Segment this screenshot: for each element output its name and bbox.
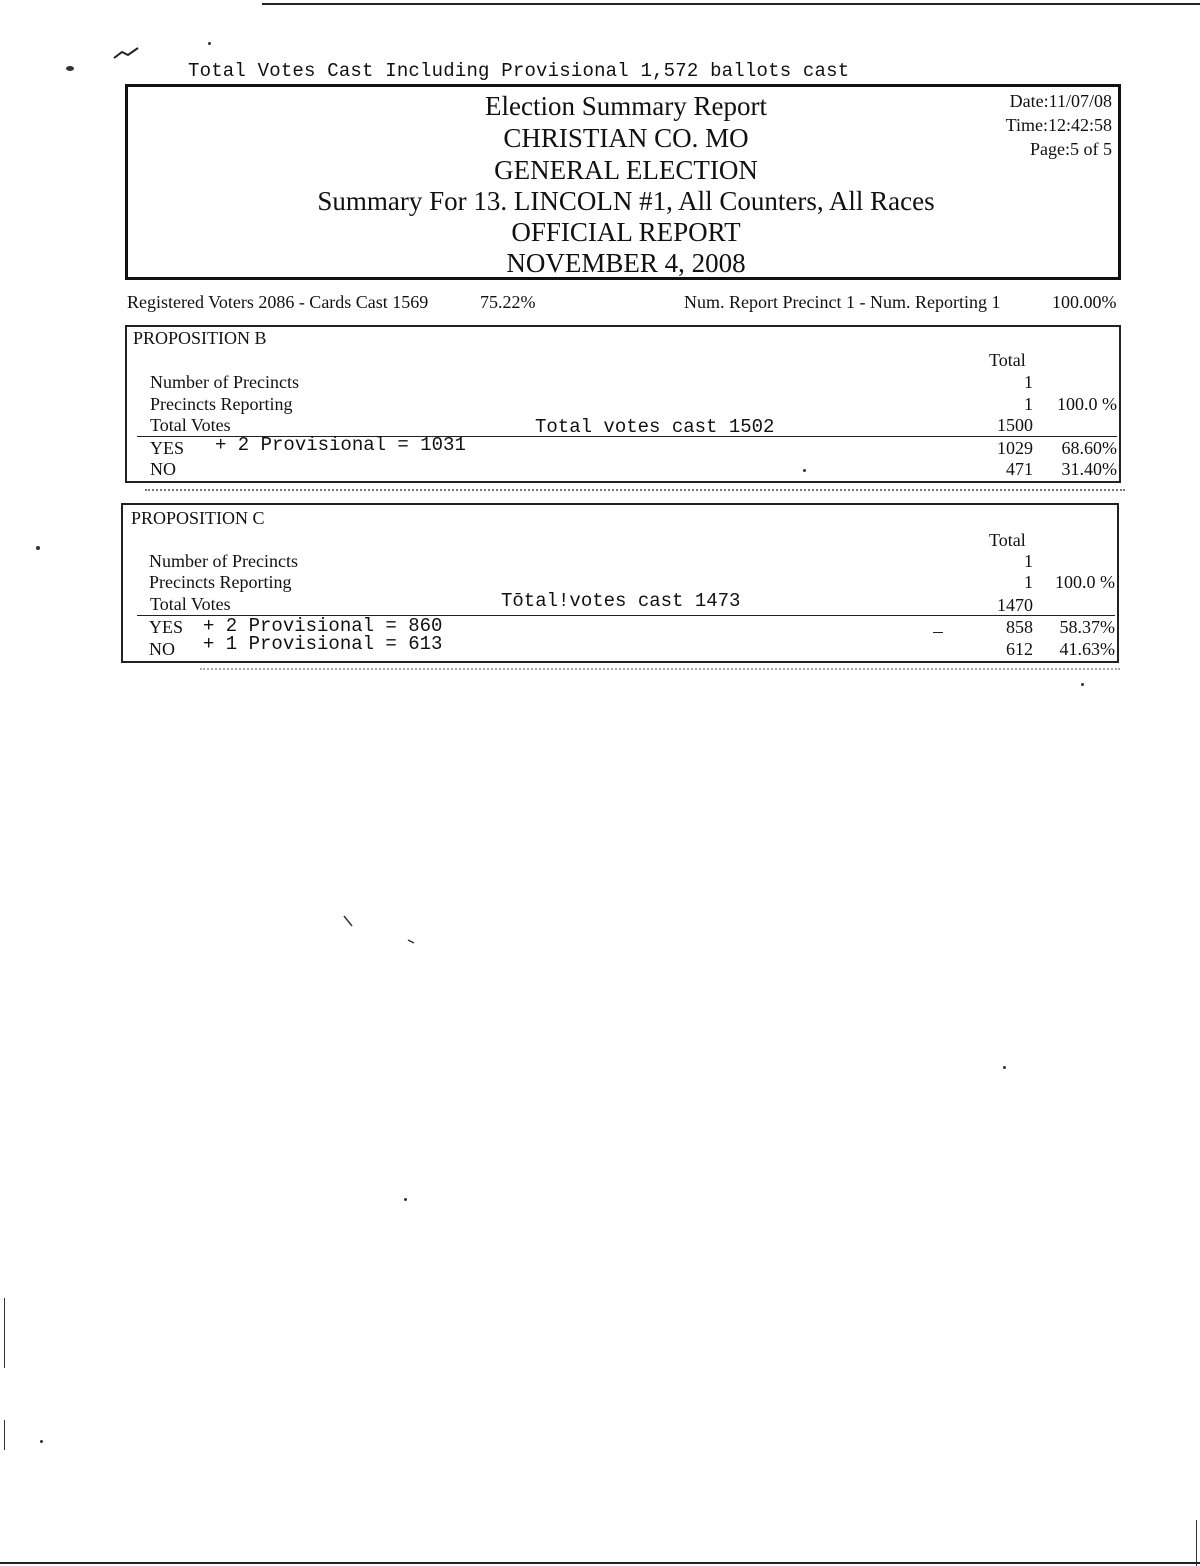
no-provisional-note: + 1 Provisional = 613 <box>203 633 443 655</box>
number-of-precincts-value: 1 <box>1024 372 1033 392</box>
left-margin-mark <box>4 1420 5 1450</box>
total-column-header: Total <box>989 350 1026 370</box>
number-of-precincts-label: Number of Precincts <box>150 372 299 392</box>
scan-speck <box>40 1440 43 1443</box>
proposition-title: PROPOSITION B <box>133 328 267 348</box>
page-number: Page:5 of 5 <box>1030 139 1112 159</box>
report-time: Time:12:42:58 <box>1005 115 1112 135</box>
handwritten-total-cast-note: Total votes cast 1502 <box>535 416 775 438</box>
county-name: CHRISTIAN CO. MO <box>503 123 749 153</box>
no-votes-value: 471 <box>1006 459 1033 479</box>
yes-provisional-note: + 2 Provisional = 1031 <box>215 434 466 456</box>
bottom-edge-rule <box>0 1562 1200 1564</box>
left-margin-mark <box>4 1298 5 1368</box>
scan-speck <box>1081 683 1084 686</box>
stray-mark-icon <box>342 914 422 950</box>
report-header-box <box>125 84 1121 280</box>
corner-mark-icon <box>112 44 142 64</box>
registered-voters-line: Registered Voters 2086 - Cards Cast 1569 <box>127 292 429 312</box>
report-date: Date:11/07/08 <box>1009 91 1112 111</box>
scan-dash <box>933 632 943 633</box>
scan-noise-line <box>145 489 1125 491</box>
number-of-precincts-value: 1 <box>1024 551 1033 571</box>
no-label: NO <box>150 459 176 479</box>
precincts-reporting-percent: 100.0 % <box>1057 394 1117 414</box>
top-edge-rule <box>262 3 1200 5</box>
yes-label: YES <box>150 438 185 458</box>
precincts-reporting-percent: 100.0 % <box>1055 572 1115 592</box>
precincts-reporting-value: 1 <box>1024 572 1033 592</box>
total-votes-value: 1470 <box>997 595 1033 615</box>
total-column-header: Total <box>989 530 1026 550</box>
precincts-reporting-label: Precincts Reporting <box>149 572 292 592</box>
proposition-title: PROPOSITION C <box>131 508 265 528</box>
total-votes-label: Total Votes <box>150 415 231 435</box>
scan-speck <box>1003 1066 1006 1069</box>
no-votes-percent: 41.63% <box>1059 639 1115 659</box>
proposition-b-box <box>125 325 1121 483</box>
total-votes-label: Total Votes <box>150 594 231 614</box>
precinct-reporting-line: Num. Report Precinct 1 - Num. Reporting 1 <box>684 292 1001 312</box>
cards-cast-percent: 75.22% <box>480 292 536 312</box>
proposition-c-box <box>121 503 1119 663</box>
scan-speck <box>36 546 40 550</box>
election-name: GENERAL ELECTION <box>494 155 758 185</box>
scan-speck <box>66 66 74 71</box>
handwritten-total-cast-note: Tōtal!votes cast 1473 <box>501 590 741 612</box>
election-date: NOVEMBER 4, 2008 <box>506 248 746 278</box>
yes-provisional-note: + 2 Provisional = 860 <box>203 615 443 637</box>
yes-votes-value: 1029 <box>997 438 1033 458</box>
scan-noise-line <box>200 668 1120 670</box>
precincts-reporting-label: Precincts Reporting <box>150 394 293 414</box>
scan-speck <box>404 1198 407 1201</box>
yes-votes-percent: 68.60% <box>1061 438 1117 458</box>
right-margin-mark <box>1196 1520 1197 1566</box>
yes-label: YES <box>149 617 184 637</box>
no-label: NO <box>149 639 175 659</box>
yes-votes-percent: 58.37% <box>1059 617 1115 637</box>
precincts-reporting-value: 1 <box>1024 394 1033 414</box>
summary-scope: Summary For 13. LINCOLN #1, All Counters, All Races <box>317 186 935 216</box>
report-type: OFFICIAL REPORT <box>511 217 741 247</box>
total-votes-value: 1500 <box>997 415 1033 435</box>
scan-speck <box>208 42 211 45</box>
no-votes-percent: 31.40% <box>1061 459 1117 479</box>
typed-total-votes-note: Total Votes Cast Including Provisional 1,572 ballots cast <box>188 60 850 82</box>
precinct-reporting-percent: 100.00% <box>1052 292 1117 312</box>
scan-speck <box>803 469 806 472</box>
no-votes-value: 612 <box>1006 639 1033 659</box>
report-title: Election Summary Report <box>485 91 767 121</box>
number-of-precincts-label: Number of Precincts <box>149 551 298 571</box>
yes-votes-value: 858 <box>1006 617 1033 637</box>
